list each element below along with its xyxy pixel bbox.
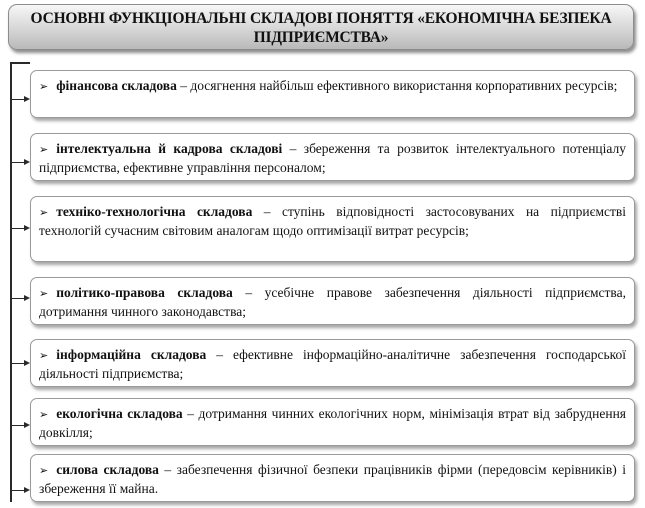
component-description: – ефективне інформаційно-аналітичне забезпечення господарської діяльності підприємства; bbox=[39, 347, 626, 381]
component-box-intellectual bbox=[30, 133, 635, 181]
arrow-bullet-icon: ➢ bbox=[39, 408, 49, 421]
arrow-bullet-icon: ➢ bbox=[39, 287, 49, 300]
component-description: – ступінь відповідності застосовуваних на підприємстві технологій сучасним світовим аналогам щодо оптимізації витрат ресурсів; bbox=[39, 204, 627, 238]
component-box-ecological bbox=[30, 398, 635, 446]
component-box-financial bbox=[30, 70, 635, 118]
connector-top bbox=[10, 62, 30, 64]
diagram-title: ОСНОВНІ ФУНКЦІОНАЛЬНІ СКЛАДОВІ ПОНЯТТЯ «ЕКОНОМІЧНА БЕЗПЕКА ПІДПРИЄМСТВА» bbox=[30, 10, 612, 46]
arrow-icon bbox=[11, 162, 25, 163]
component-box-technical bbox=[30, 196, 635, 262]
component-box-legal bbox=[30, 277, 635, 325]
arrow-icon bbox=[11, 425, 25, 426]
component-term: інформаційна складова bbox=[56, 347, 207, 362]
connector-spine bbox=[10, 62, 12, 502]
arrow-bullet-icon: ➢ bbox=[39, 349, 49, 362]
component-term: інтелектуальна й кадрова складові bbox=[56, 141, 283, 156]
arrow-icon bbox=[11, 228, 25, 229]
component-description: – дотримання чинних екологічних норм, мінімізація втрат від забруднення довкілля; bbox=[39, 406, 626, 440]
component-description: – забезпечення фізичної безпеки працівників фірми (передовсім керівників) і збереження її майна. bbox=[39, 462, 626, 496]
arrow-icon bbox=[11, 490, 25, 491]
component-description: – досягнення найбільш ефективного використання корпоративних ресурсів; bbox=[176, 78, 618, 93]
component-term: техніко-технологічна складова bbox=[56, 204, 253, 219]
component-term: політико-правова складова bbox=[56, 285, 233, 300]
arrow-bullet-icon: ➢ bbox=[39, 206, 49, 219]
component-description: – усебічне правове забезпечення діяльності підприємства, дотримання чинного законодавства; bbox=[39, 285, 626, 319]
arrow-icon bbox=[11, 298, 25, 299]
component-term: силова складова bbox=[56, 462, 159, 477]
component-term: екологічна складова bbox=[56, 406, 183, 421]
arrow-icon bbox=[11, 363, 25, 364]
component-box-information bbox=[30, 339, 635, 387]
arrow-icon bbox=[11, 99, 25, 100]
diagram-title-box bbox=[8, 4, 634, 50]
component-box-power bbox=[30, 454, 635, 502]
component-description: – збереження та розвиток інтелектуального потенціалу підприємства, ефективне управління персоналом; bbox=[39, 141, 627, 175]
arrow-bullet-icon: ➢ bbox=[39, 143, 49, 156]
component-term: фінансова складова bbox=[56, 78, 177, 93]
arrow-bullet-icon: ➢ bbox=[39, 80, 49, 93]
arrow-bullet-icon: ➢ bbox=[39, 464, 49, 477]
